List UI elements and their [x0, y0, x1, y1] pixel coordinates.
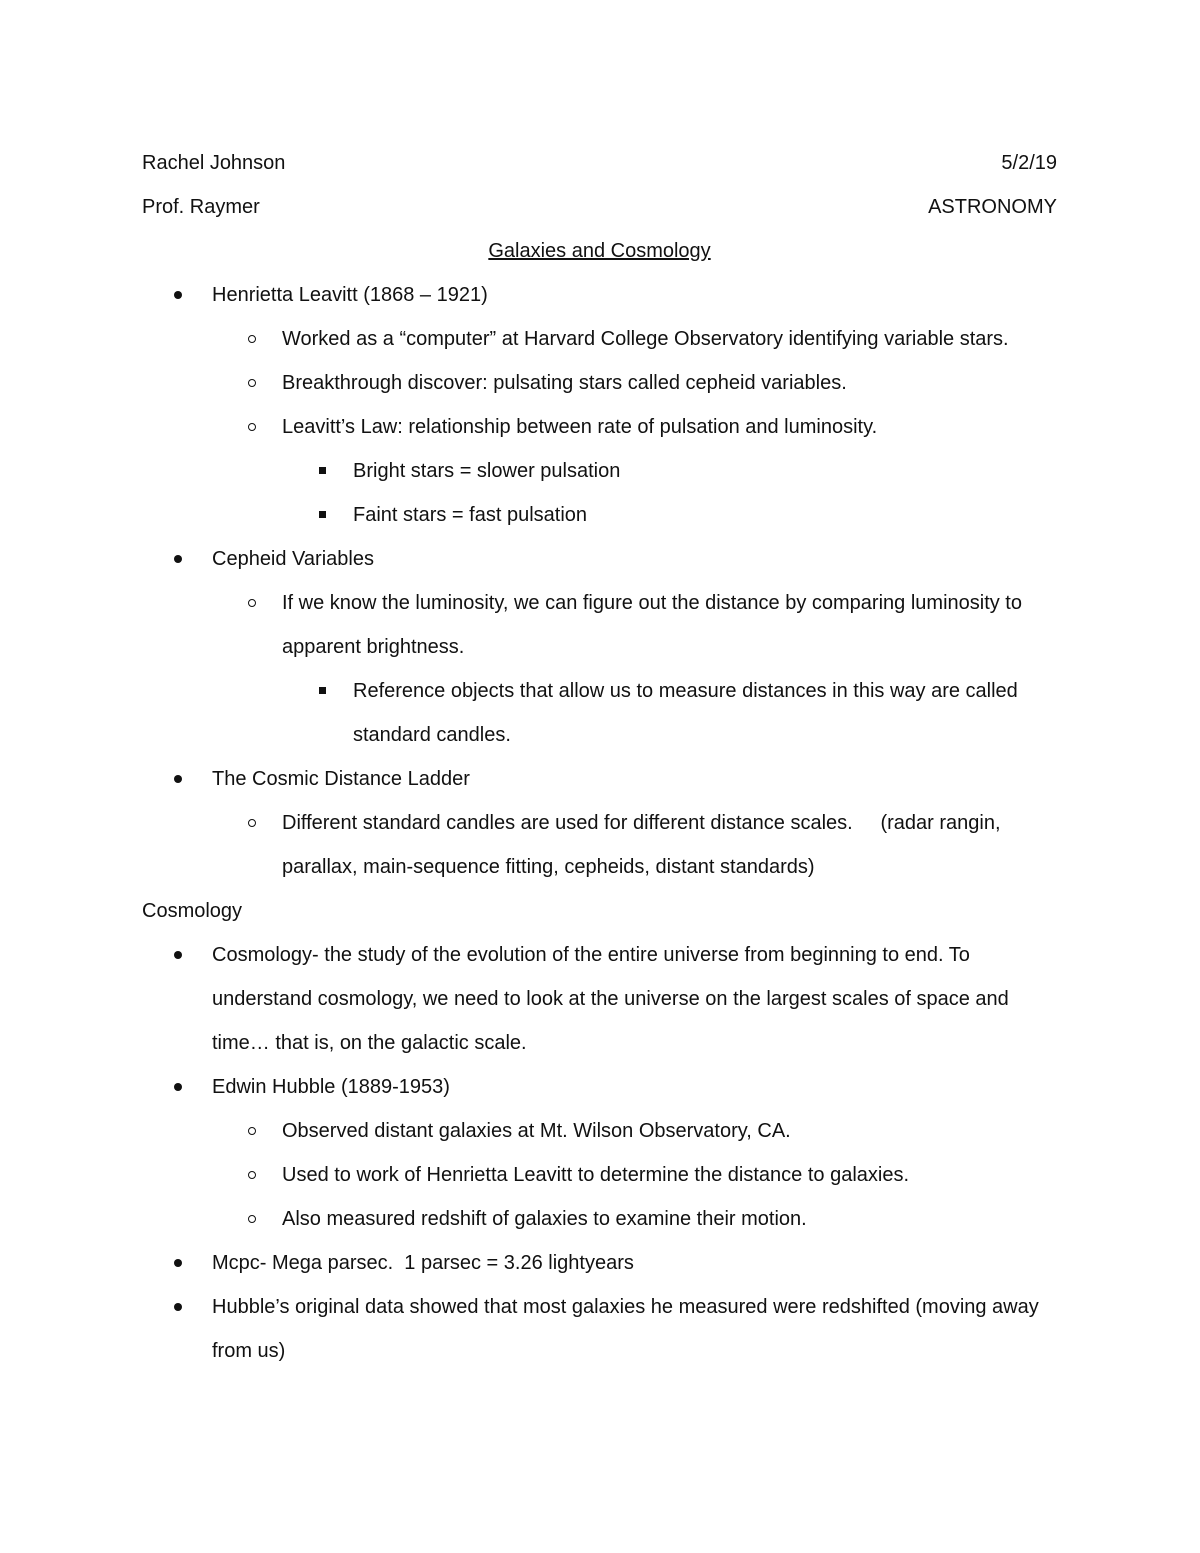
list-item: [142, 669, 1057, 757]
disc-bullet-icon: [174, 555, 182, 563]
notes-list: [142, 273, 1057, 889]
list-item: [142, 449, 1057, 493]
list-item: [142, 317, 1057, 361]
date: 5/2/19: [1001, 152, 1057, 174]
list-item: [142, 1197, 1057, 1241]
list-item: [142, 801, 1057, 889]
circle-bullet-icon: [248, 599, 256, 607]
list-item: [142, 1153, 1057, 1197]
cosmology-list: [142, 933, 1057, 1373]
square-bullet-icon: [319, 467, 326, 474]
document-content: [142, 141, 1057, 1373]
list-item-text: Cosmology- the study of the evolution of the entire universe from beginning to end. To understand cosmology, we need to look at the universe on the largest scales of space and time… that is, on the galactic scale.: [212, 944, 1009, 1054]
header-row-1: [142, 141, 1057, 185]
disc-bullet-icon: [174, 1259, 182, 1267]
list-item-text: Reference objects that allow us to measure distances in this way are called standard candles.: [353, 680, 1018, 746]
list-item-text: The Cosmic Distance Ladder: [212, 768, 470, 790]
list-item-text: If we know the luminosity, we can figure out the distance by comparing luminosity to apparent brightness.: [282, 592, 1022, 658]
disc-bullet-icon: [174, 1083, 182, 1091]
list-item-text: Used to work of Henrietta Leavitt to determine the distance to galaxies.: [282, 1164, 910, 1186]
list-item: [142, 1285, 1057, 1373]
list-item-text: Worked as a “computer” at Harvard College Observatory identifying variable stars.: [282, 328, 1009, 350]
list-item-text: Different standard candles are used for different distance scales. (radar rangin, parallax, main-sequence fitting, cepheids, distant standards): [282, 812, 1007, 878]
disc-bullet-icon: [174, 291, 182, 299]
student-name: Rachel Johnson: [142, 152, 286, 174]
list-item-text: Bright stars = slower pulsation: [353, 460, 621, 482]
list-item: [142, 493, 1057, 537]
page-title: Galaxies and Cosmology: [488, 240, 711, 262]
course-name: ASTRONOMY: [928, 196, 1057, 218]
circle-bullet-icon: [248, 1215, 256, 1223]
list-item-text: Henrietta Leavitt (1868 – 1921): [212, 284, 488, 306]
list-item-text: Cepheid Variables: [212, 548, 374, 570]
square-bullet-icon: [319, 511, 326, 518]
list-item: [142, 933, 1057, 1065]
circle-bullet-icon: [248, 423, 256, 431]
square-bullet-icon: [319, 687, 326, 694]
circle-bullet-icon: [248, 1127, 256, 1135]
list-item: [142, 1109, 1057, 1153]
list-item-text: Faint stars = fast pulsation: [353, 504, 588, 526]
list-item: [142, 1065, 1057, 1109]
disc-bullet-icon: [174, 775, 182, 783]
circle-bullet-icon: [248, 335, 256, 343]
list-item: [142, 537, 1057, 581]
disc-bullet-icon: [174, 951, 182, 959]
circle-bullet-icon: [248, 379, 256, 387]
header-row-2: [142, 185, 1057, 229]
circle-bullet-icon: [248, 819, 256, 827]
disc-bullet-icon: [174, 1303, 182, 1311]
list-item-text: Edwin Hubble (1889-1953): [212, 1076, 450, 1098]
list-item-text: Breakthrough discover: pulsating stars called cepheid variables.: [282, 372, 847, 394]
list-item: [142, 1241, 1057, 1285]
list-item: [142, 405, 1057, 449]
list-item-text: Observed distant galaxies at Mt. Wilson Observatory, CA.: [282, 1120, 791, 1142]
list-item-text: Also measured redshift of galaxies to examine their motion.: [282, 1208, 807, 1230]
list-item: [142, 361, 1057, 405]
list-item-text: Leavitt’s Law: relationship between rate of pulsation and luminosity.: [282, 416, 878, 438]
circle-bullet-icon: [248, 1171, 256, 1179]
list-item-text: Hubble’s original data showed that most galaxies he measured were redshifted (moving away from us): [212, 1296, 1039, 1362]
professor-name: Prof. Raymer: [142, 196, 260, 218]
list-item: [142, 757, 1057, 801]
list-item: [142, 273, 1057, 317]
list-item-text: Mcpc- Mega parsec. 1 parsec = 3.26 lightyears: [212, 1252, 634, 1274]
list-item: [142, 581, 1057, 669]
section-heading-cosmology: Cosmology: [142, 900, 243, 922]
